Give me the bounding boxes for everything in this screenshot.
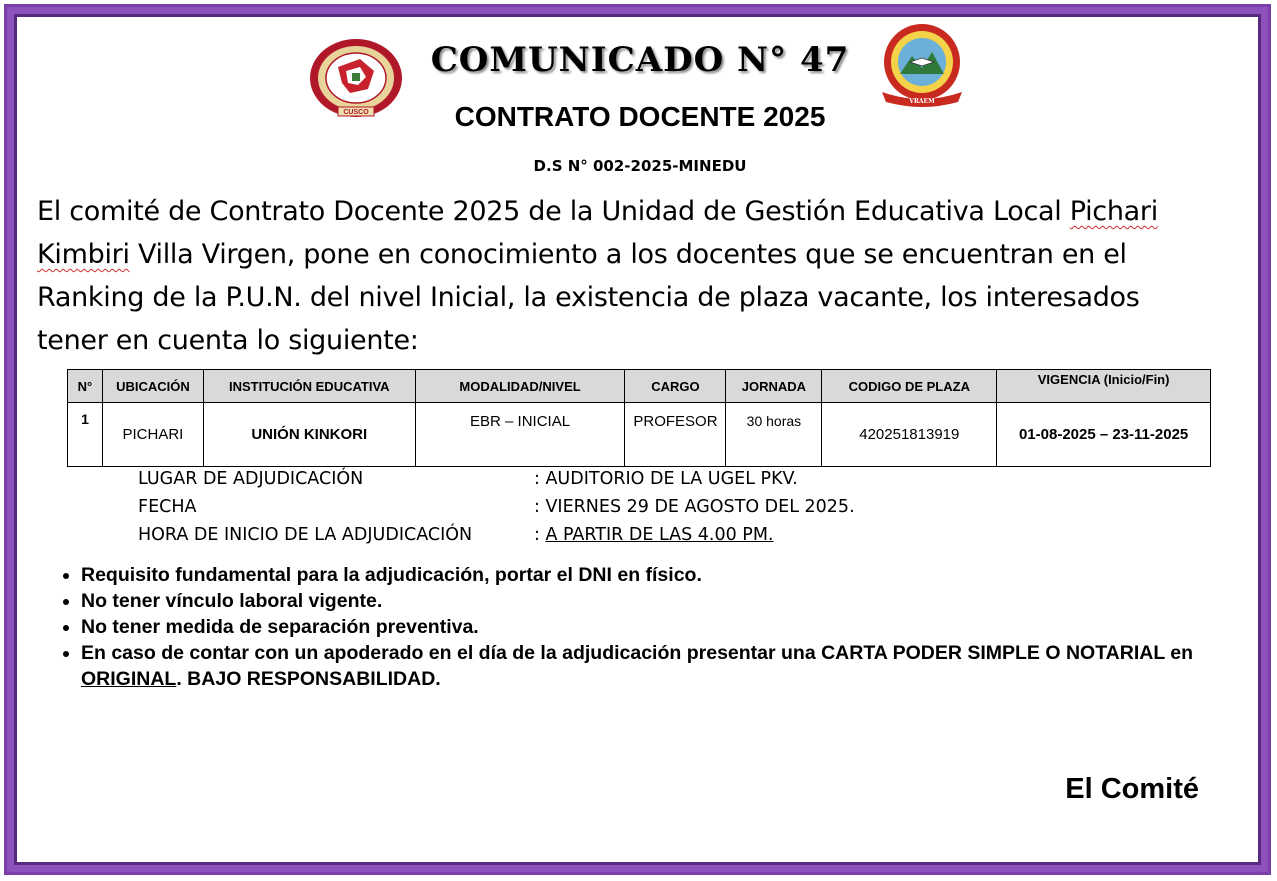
- list-item: • No tener medida de separación preventiva.: [81, 614, 1241, 640]
- logo-left-caption: CUSCO: [343, 109, 369, 116]
- list-item: • Requisito fundamental para la adjudicación, portar el DNI en físico.: [81, 562, 1241, 588]
- header-position: CARGO: [625, 370, 726, 403]
- intro-name-pichari: Pichari: [1069, 196, 1158, 227]
- time-label: HORA DE INICIO DE LA ADJUDICACIÓN: [138, 525, 473, 545]
- decree-reference: D.S N° 002-2025-MINEDU: [533, 157, 747, 175]
- date-value: : VIERNES 29 DE AGOSTO DEL 2025.: [534, 497, 855, 517]
- header-number: N°: [68, 370, 103, 403]
- header-validity: VIGENCIA (Inicio/Fin): [997, 370, 1211, 403]
- header-workday: JORNADA: [726, 370, 822, 403]
- intro-text-2: Villa Virgen, pone en conocimiento a los docentes que se encuentran en el Ranking de la P.U.N. del nivel Inicial, la existencia de plaza vacante, los interesados tener en cuenta lo siguiente:: [37, 239, 1140, 356]
- cell-location: PICHARI: [102, 403, 203, 467]
- header-location: UBICACIÓN: [102, 370, 203, 403]
- adjudication-details: [138, 465, 855, 549]
- cell-workday: 30 horas: [726, 403, 822, 467]
- detail-time: [138, 521, 855, 549]
- date-label: FECHA: [138, 497, 197, 517]
- logo-right-caption: VRAEM: [909, 98, 935, 105]
- time-value-wrapper: [534, 521, 774, 549]
- req4-original: ORIGINAL: [81, 668, 177, 690]
- cell-number: 1: [68, 403, 103, 467]
- req4-text-2: . BAJO RESPONSABILIDAD.: [176, 668, 441, 690]
- gre-cusco-seal-icon: [308, 37, 404, 119]
- document-subtitle: CONTRATO DOCENTE 2025: [454, 101, 826, 132]
- requirements-list: [50, 562, 1241, 692]
- intro-text-1: El comité de Contrato Docente 2025 de la Unidad de Gestión Educativa Local: [37, 196, 1070, 227]
- detail-place: [138, 465, 855, 493]
- vacancy-table: [67, 369, 1211, 467]
- intro-paragraph: [37, 190, 1207, 362]
- document-title: COMUNICADO N° 47: [430, 40, 850, 80]
- list-item: [81, 640, 1241, 692]
- cell-code: 420251813919: [822, 403, 997, 467]
- header-modality: MODALIDAD/NIVEL: [415, 370, 625, 403]
- intro-name-kimbiri: Kimbiri: [37, 239, 130, 270]
- cell-position: PROFESOR: [625, 403, 726, 467]
- table-row: [68, 403, 1211, 467]
- detail-date: [138, 493, 855, 521]
- list-item: • No tener vínculo laboral vigente.: [81, 588, 1241, 614]
- time-value: A PARTIR DE LAS 4.00 PM.: [545, 525, 774, 545]
- cell-institution: UNIÓN KINKORI: [203, 403, 415, 467]
- table-header-row: [68, 370, 1211, 403]
- header-institution: INSTITUCIÓN EDUCATIVA: [203, 370, 415, 403]
- place-value: : AUDITORIO DE LA UGEL PKV.: [534, 469, 798, 489]
- place-label: LUGAR DE ADJUDICACIÓN: [138, 469, 364, 489]
- cell-modality: EBR – INICIAL: [415, 403, 625, 467]
- signature: El Comité: [1065, 773, 1199, 805]
- req4-text-1: En caso de contar con un apoderado en el día de la adjudicación presentar una CARTA PODER SIMPLE O NOTARIAL en: [81, 642, 1194, 664]
- time-prefix: :: [534, 525, 546, 545]
- ugel-vraem-seal-icon: [878, 22, 966, 108]
- header-code: CODIGO DE PLAZA: [822, 370, 997, 403]
- cell-validity: 01-08-2025 – 23-11-2025: [997, 403, 1211, 467]
